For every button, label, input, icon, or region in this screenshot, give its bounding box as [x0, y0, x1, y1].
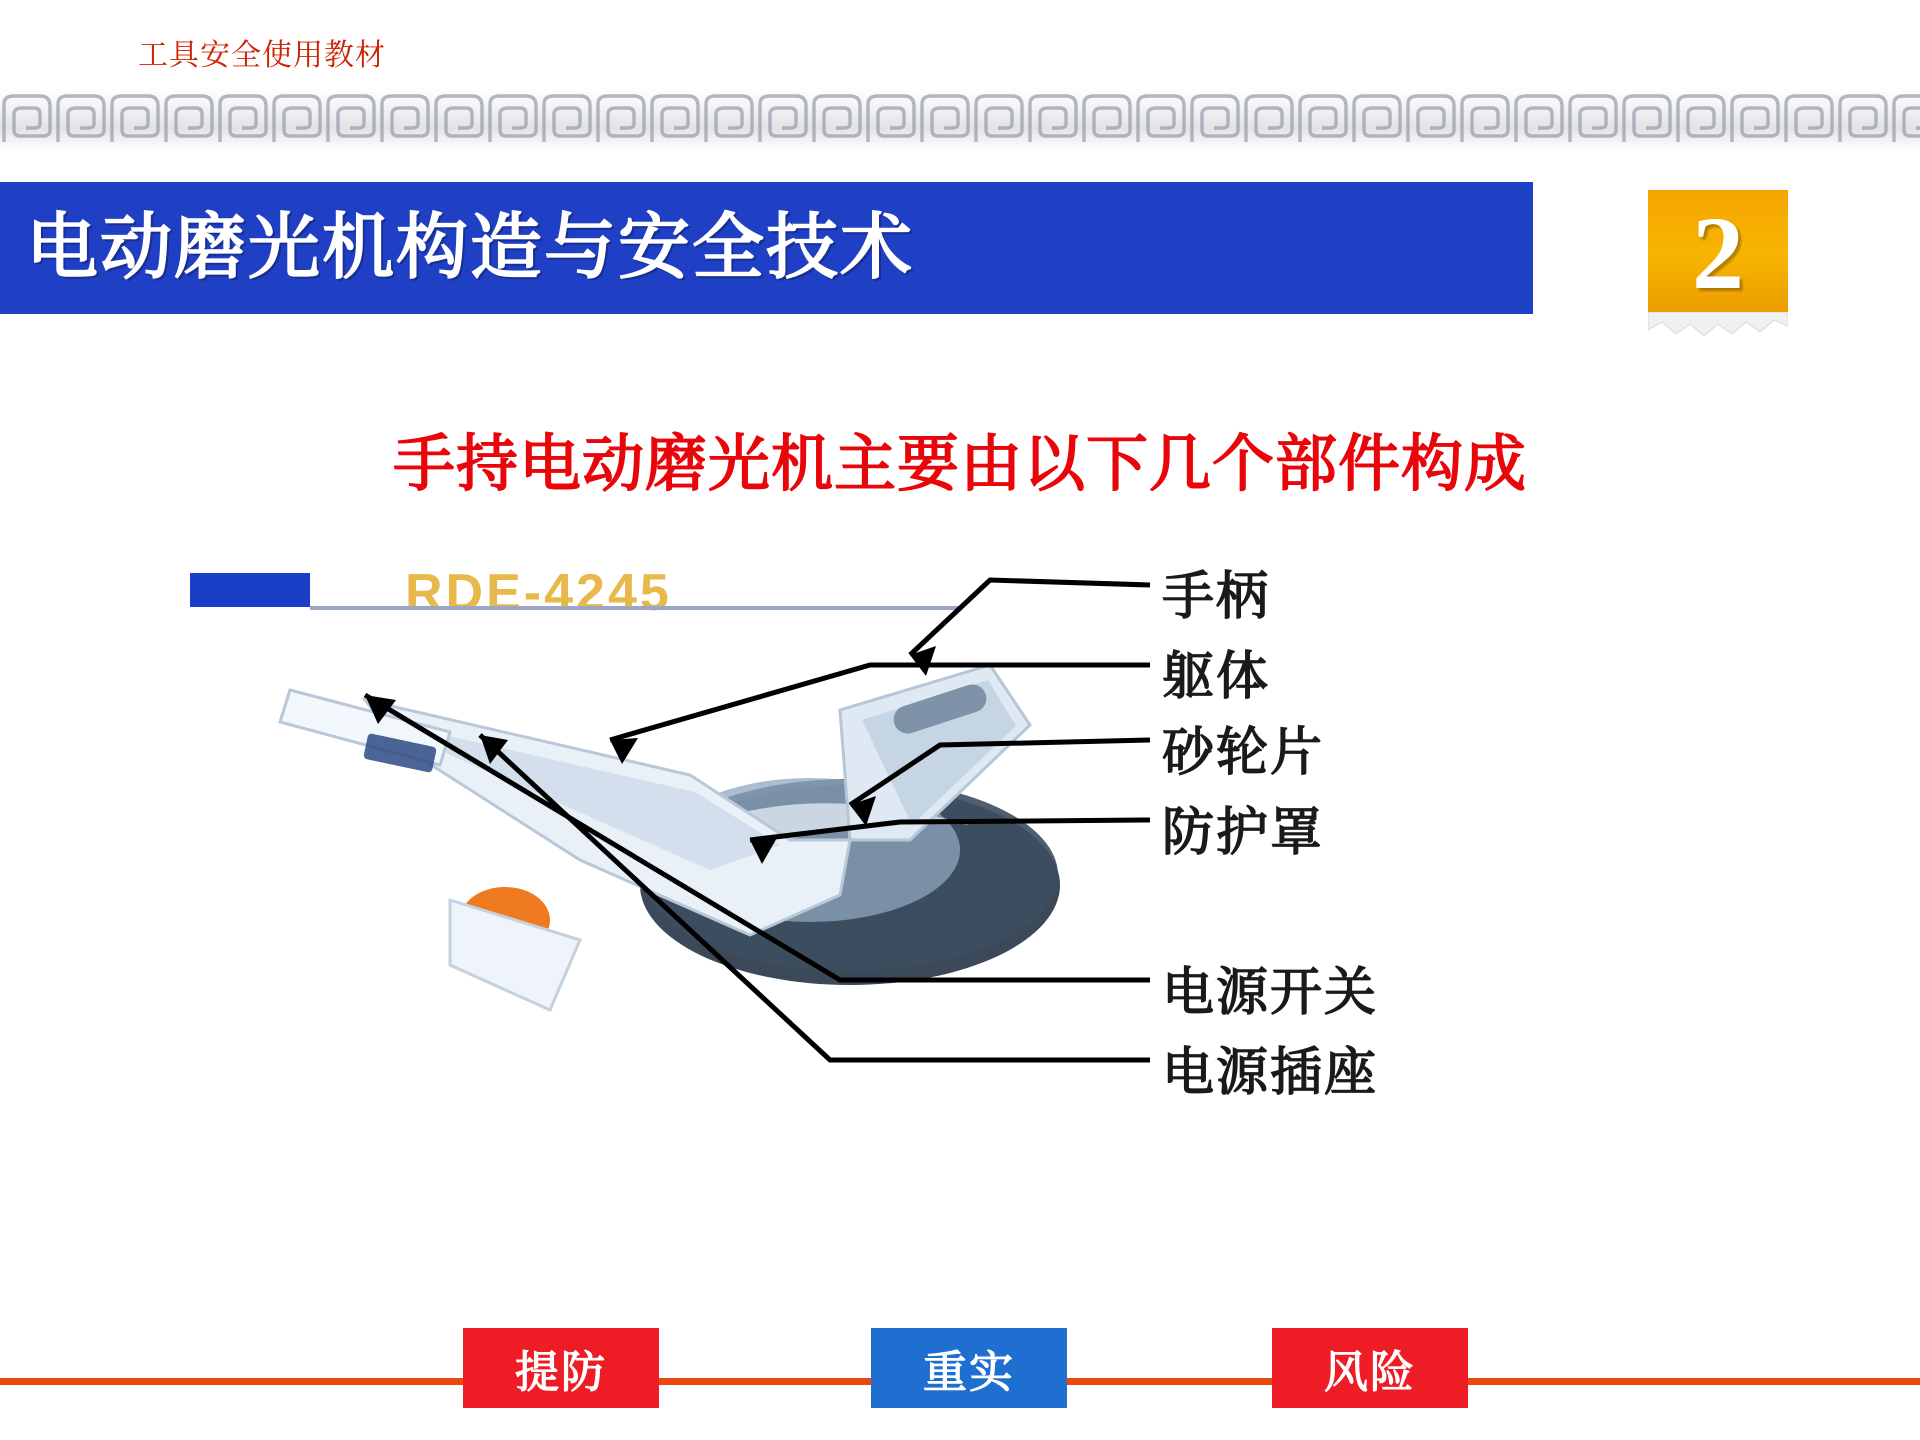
greek-key-glyph — [1566, 92, 1620, 146]
footer-button-3[interactable]: 风险 — [1272, 1328, 1468, 1408]
greek-key-glyph — [756, 92, 810, 146]
greek-key-glyph — [432, 92, 486, 146]
callout-label-guard: 防护罩 — [1162, 804, 1325, 862]
greek-key-glyph — [1674, 92, 1728, 146]
greek-key-glyph — [810, 92, 864, 146]
greek-key-glyph — [1026, 92, 1080, 146]
course-label: 工具安全使用教材 — [138, 39, 386, 72]
greek-key-glyph — [1188, 92, 1242, 146]
greek-key-glyph — [1890, 92, 1920, 146]
greek-key-glyph — [1242, 92, 1296, 146]
greek-key-glyph — [108, 92, 162, 146]
greek-key-glyph — [1728, 92, 1782, 146]
callout-label-grinding-disc: 砂轮片 — [1162, 724, 1325, 782]
greek-key-glyph — [594, 92, 648, 146]
greek-key-glyph — [972, 92, 1026, 146]
grinder-illustration — [150, 540, 1730, 1300]
greek-key-glyph — [1620, 92, 1674, 146]
greek-key-glyph — [270, 92, 324, 146]
greek-key-glyph — [54, 92, 108, 146]
page-number-badge — [1648, 190, 1788, 318]
photo-blue-bar — [190, 573, 310, 607]
model-text: RDE-4245 — [405, 564, 672, 622]
page-number: 2 — [1692, 196, 1744, 311]
greek-key-band — [0, 88, 1920, 150]
greek-key-glyph — [1512, 92, 1566, 146]
slide-subtitle: 手持电动磨光机主要由以下几个部件构成 — [392, 430, 1527, 499]
greek-key-glyph — [1350, 92, 1404, 146]
greek-key-glyph — [864, 92, 918, 146]
slide-title-bar — [0, 182, 1533, 314]
greek-key-row — [0, 92, 1920, 146]
greek-key-glyph — [486, 92, 540, 146]
greek-key-glyph — [162, 92, 216, 146]
greek-key-glyph — [0, 92, 54, 146]
greek-key-glyph — [1458, 92, 1512, 146]
greek-key-glyph — [918, 92, 972, 146]
greek-key-glyph — [702, 92, 756, 146]
greek-key-glyph — [378, 92, 432, 146]
callout-label-power-switch: 电源开关 — [1162, 964, 1379, 1022]
greek-key-glyph — [1782, 92, 1836, 146]
greek-key-glyph — [1134, 92, 1188, 146]
greek-key-glyph — [540, 92, 594, 146]
greek-key-glyph — [1080, 92, 1134, 146]
grinder-diagram — [150, 540, 1730, 1300]
greek-key-glyph — [648, 92, 702, 146]
page-title: 电动磨光机构造与安全技术 — [26, 208, 915, 288]
footer-button-2[interactable]: 重实 — [871, 1328, 1067, 1408]
greek-key-glyph — [1404, 92, 1458, 146]
badge-torn-edge — [1648, 312, 1788, 338]
callout-label-power-socket: 电源插座 — [1162, 1044, 1379, 1102]
greek-key-glyph — [1296, 92, 1350, 146]
greek-key-glyph — [1836, 92, 1890, 146]
callout-label-body: 躯体 — [1162, 648, 1271, 706]
greek-key-glyph — [216, 92, 270, 146]
greek-key-glyph — [324, 92, 378, 146]
callout-label-handle: 手柄 — [1162, 568, 1271, 626]
footer-button-1[interactable]: 提防 — [463, 1328, 659, 1408]
